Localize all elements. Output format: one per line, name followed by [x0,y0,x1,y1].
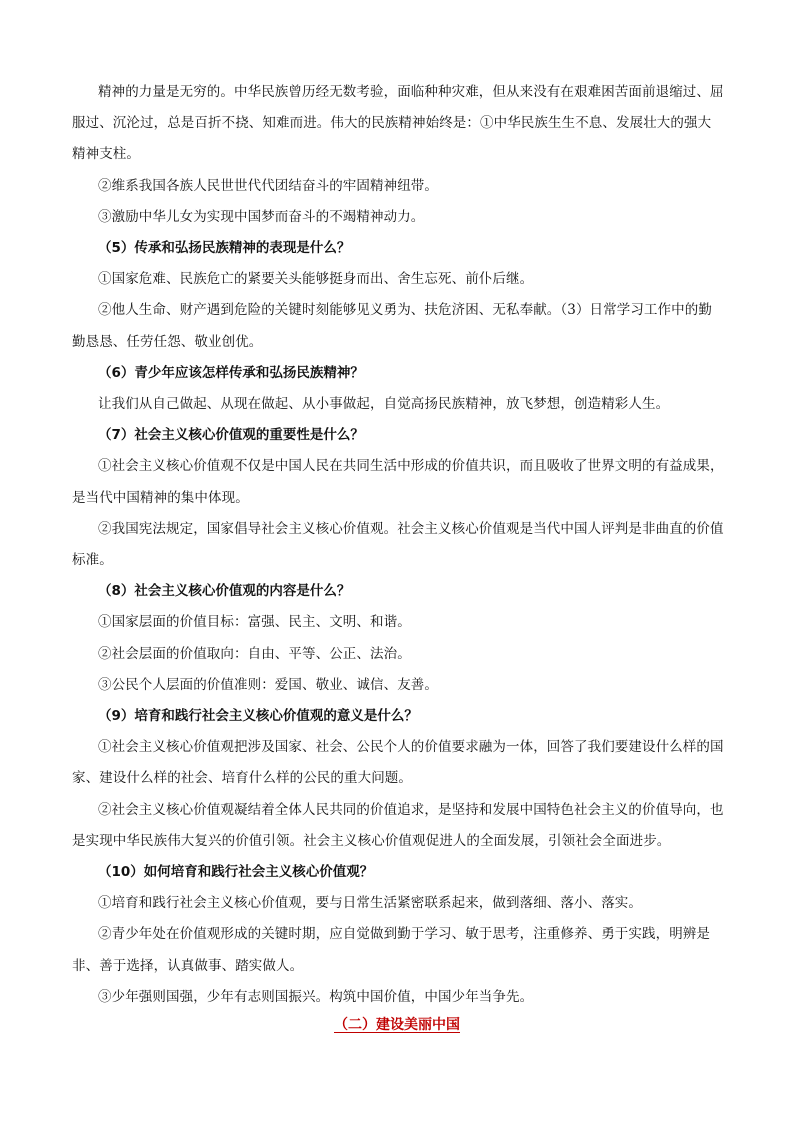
paragraph: ②社会层面的价值取向：自由、平等、公正、法治。 [98,645,411,662]
paragraph: ②社会主义核心价值观凝结着全体人民共同的价值追求，是坚持和发展中国特色社会主义的价值导向，也是实现中华民族伟大复兴的价值引领。社会主义核心价值观促进人的全面发展，引领社会全面进步。 [72,801,724,849]
paragraph: ②维系我国各族人民世世代代团结奋斗的牢固精神纽带。 [98,177,438,194]
paragraph: ③激励中华儿女为实现中国梦而奋斗的不竭精神动力。 [98,208,425,225]
paragraph: ②我国宪法规定，国家倡导社会主义核心价值观。社会主义核心价值观是当代中国人评判是非曲直的价值标准。 [72,520,724,569]
paragraph: ③公民个人层面的价值准则：爱国、敬业、诚信、友善。 [98,676,438,693]
paragraph: ①培育和践行社会主义核心价值观，要与日常生活紧密联系起来，做到落细、落小、落实。 [98,895,642,912]
paragraph: ②青少年处在价值观形成的关键时期，应自觉做到勤于学习、敏于思考，注重修养、勇于实践，明辨是非、善于选择，认真做事、踏实做人。 [72,926,710,974]
question-heading: （8）社会主义核心价值观的内容是什么？ [98,583,351,600]
paragraph: ①国家层面的价值目标：富强、民主、文明、和谐。 [98,614,411,631]
question-heading: （10）如何培育和践行社会主义核心价值观？ [98,864,374,881]
paragraph: ①国家危难、民族危亡的紧要关头能够挺身而出、舍生忘死、前仆后继。 [98,271,534,288]
section-title [0,1014,794,1034]
paragraph: ①社会主义核心价值观不仅是中国人民在共同生活中形成的价值共识，而且吸收了世界文明的有益成果，是当代中国精神的集中体现。 [72,458,724,506]
paragraph: 精神的力量是无穷的。中华民族曾历经无数考验，面临种种灾难，但从来没有在艰难困苦面前退缩过、屈服过、沉沦过，总是百折不挠、知难而进。伟大的民族精神始终是：①中华民族生生不息、发展壮大的强大精神支柱。 [72,84,724,163]
question-heading: （6）青少年应该怎样传承和弘扬民族精神？ [98,364,364,381]
paragraph: ①社会主义核心价值观把涉及国家、社会、公民个人的价值要求融为一体，回答了我们要建设什么样的国家、建设什么样的社会、培育什么样的公民的重大问题。 [72,739,724,787]
section-title-text: （二）建设美丽中国 [334,1017,460,1033]
paragraph: ②他人生命、财产遇到危险的关键时刻能够见义勇为、扶危济困、无私奉献。（3）日常学习工作中的勤勤恳恳、任劳任怨、敬业创优。 [72,302,712,350]
document-body [72,77,724,1013]
paragraph: ③少年强则国强，少年有志则国振兴。构筑中国价值，中国少年当争先。 [98,988,534,1005]
question-heading: （5）传承和弘扬民族精神的表现是什么？ [98,240,351,257]
paragraph: 让我们从自己做起、从现在做起、从小事做起，自觉高扬民族精神，放飞梦想，创造精彩人生。 [98,396,670,413]
question-heading: （9）培育和践行社会主义核心价值观的意义是什么？ [98,708,418,725]
question-heading: （7）社会主义核心价值观的重要性是什么？ [98,427,364,444]
